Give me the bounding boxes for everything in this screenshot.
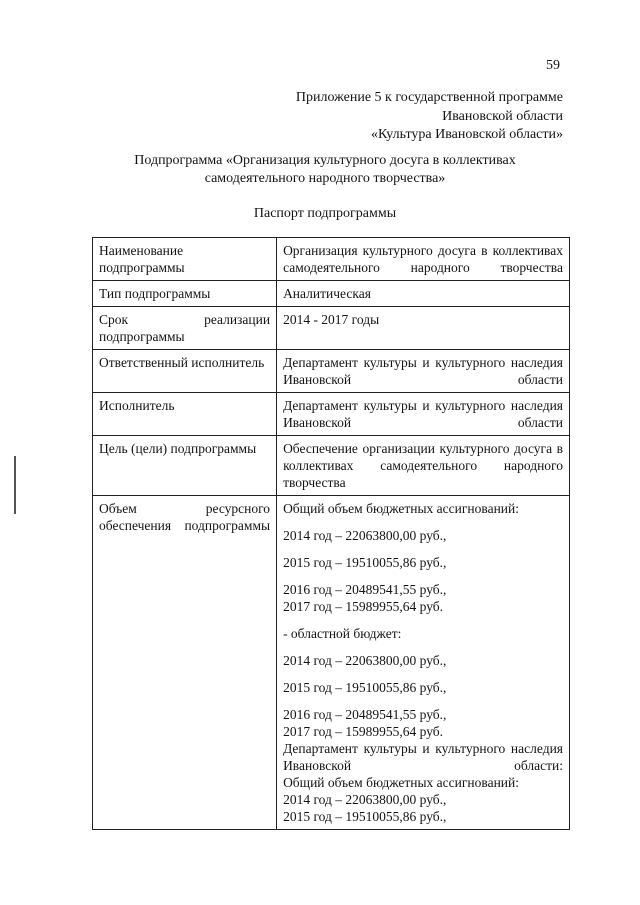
funding-2016: 2016 год – 20489541,55 руб., (283, 582, 447, 597)
funding-2017: 2017 год – 15989955,64 руб. (283, 599, 444, 614)
table-row (93, 281, 570, 307)
table-row (93, 307, 570, 350)
funding-total-heading: Общий объем бюджетных ассигнований: (283, 501, 519, 516)
table-row (93, 496, 570, 830)
row-label-goal: Цель (цели) подпрограммы (93, 436, 277, 496)
appendix-line-1: Приложение 5 к государственной программе (295, 90, 563, 105)
appendix-line-2: Ивановской области (442, 108, 563, 124)
row-value-executor: Департамент культуры и культурного наследия Ивановской области (277, 393, 570, 436)
row-value-name: Организация культурного досуга в коллективах самодеятельного народного творчества (277, 238, 570, 281)
funding-dept-total-heading: Общий объем бюджетных ассигнований: (283, 775, 519, 790)
table-row (93, 436, 570, 496)
row-value-responsible: Департамент культуры и культурного наследия Ивановской области (277, 350, 570, 393)
funding-regional-2015: 2015 год – 19510055,86 руб., (283, 680, 447, 695)
table-row (93, 393, 570, 436)
appendix-header (263, 89, 563, 145)
table-row (93, 350, 570, 393)
row-label-name: Наименование подпрограммы (93, 238, 277, 281)
row-label-responsible: Ответственный исполнитель (93, 350, 277, 393)
funding-regional-2016: 2016 год – 20489541,55 руб., (283, 707, 447, 722)
funding-dept-2014: 2014 год – 22063800,00 руб., (283, 792, 447, 807)
subprogram-title-line-1: Подпрограмма «Организация культурного досуга в коллективах (134, 153, 516, 168)
funding-regional-2014: 2014 год – 22063800,00 руб., (283, 653, 447, 668)
appendix-line-3: «Культура Ивановской области» (370, 127, 563, 142)
row-value-term: 2014 - 2017 годы (277, 307, 570, 350)
table-row (93, 238, 570, 281)
funding-regional-heading: - областной бюджет: (283, 626, 402, 641)
funding-regional-2017: 2017 год – 15989955,64 руб. (283, 724, 444, 739)
row-label-funding: Объем ресурсного обеспечения подпрограммы (93, 496, 277, 830)
row-label-type: Тип подпрограммы (93, 281, 277, 307)
subprogram-title (80, 152, 570, 188)
row-label-executor: Исполнитель (93, 393, 277, 436)
passport-table (92, 237, 570, 830)
passport-title: Паспорт подпрограммы (253, 206, 397, 221)
row-value-type: Аналитическая (277, 281, 570, 307)
funding-dept-2015: 2015 год – 19510055,86 руб., (283, 809, 447, 824)
subprogram-title-line-2: самодеятельного народного творчества» (204, 171, 446, 186)
margin-mark (14, 456, 16, 514)
page-number: 59 (546, 58, 560, 73)
funding-2015: 2015 год – 19510055,86 руб., (283, 555, 447, 570)
row-label-term: Срок реализации подпрограммы (93, 307, 277, 350)
row-value-funding (277, 496, 570, 830)
row-value-goal: Обеспечение организации культурного досуга в коллективах самодеятельного народного творчества (277, 436, 570, 496)
funding-dept: Департамент культуры и культурного наследия Ивановской области: (283, 741, 563, 773)
funding-2014: 2014 год – 22063800,00 руб., (283, 528, 447, 543)
